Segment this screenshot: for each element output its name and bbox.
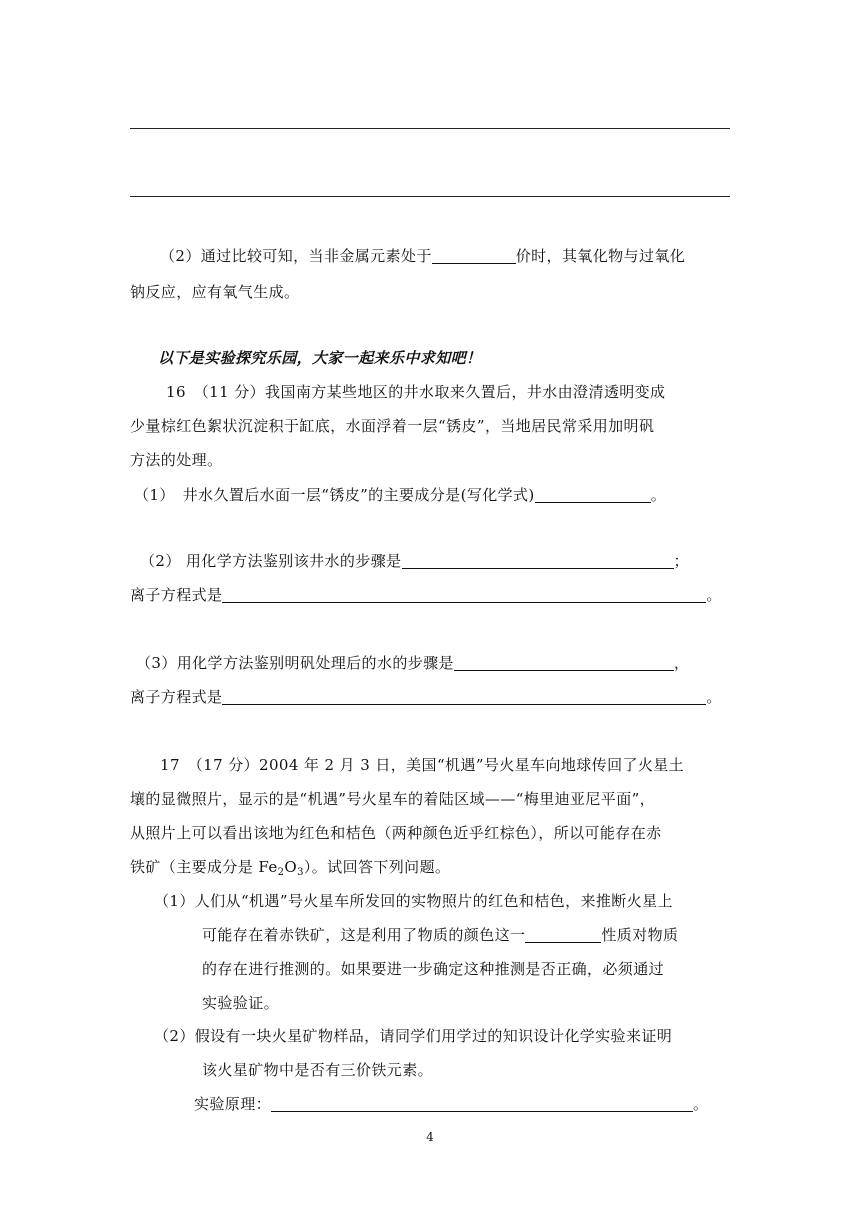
answer-blank[interactable]: [432, 247, 516, 264]
q17-line3: 从照片上可以看出该地为红色和桔色（两种颜色近乎红棕色），所以可能存在赤: [130, 824, 662, 842]
answer-blank[interactable]: [222, 586, 706, 603]
answer-blank[interactable]: [271, 1095, 693, 1112]
q17-sub1-line2: 可能存在着赤铁矿，这是利用了物质的颜色这一 性质对物质: [202, 926, 679, 944]
q17-sub1-line1: （1）人们从“机遇”号火星车所发回的实物照片的红色和桔色，来推断火星上: [154, 892, 673, 910]
page-number: 4: [426, 1130, 434, 1144]
answer-blank[interactable]: [525, 926, 601, 943]
q16-line2: 少量棕红色絮状沉淀积于缸底，水面浮着一层“锈皮”，当地居民常采用加明矾: [130, 417, 655, 435]
q17-sub1-line3: 的存在进行推测的。如果要进一步确定这种推测是否正确，必须通过: [202, 960, 665, 978]
section-header: 以下是实验探究乐园，大家一起来乐中求知吧！: [158, 349, 482, 367]
q17-sub2-line2: 该火星矿物中是否有三价铁元素。: [202, 1061, 434, 1079]
q16-line1: 16 （11 分）我国南方某些地区的井水取来久置后，井水由澄清透明变成: [166, 383, 666, 401]
q16-sub3: （3）用化学方法鉴别明矾处理后的水的步骤是 ，: [136, 654, 690, 672]
q16-line3: 方法的处理。: [130, 451, 223, 469]
q17-sub2-line1: （2）假设有一块火星矿物样品，请同学们用学过的知识设计化学实验来证明: [154, 1027, 673, 1045]
q17-line2: 壤的显微照片，显示的是“机遇”号火星车的着陆区域——“梅里迪亚尼平面”，: [130, 790, 656, 808]
q17-line4: 铁矿（主要成分是 $Fe_2O_3$）。试回答下列问题。: [130, 858, 451, 878]
q16-sub1: （1） 井水久置后水面一层“锈皮”的主要成分是(写化学式) 。: [134, 486, 667, 504]
answer-line: [130, 196, 730, 197]
answer-blank[interactable]: [222, 688, 706, 705]
q15-part2-line1: （2）通过比较可知，当非金属元素处于 价时，其氧化物与过氧化: [160, 247, 686, 265]
experiment-principle: 实验原理： 。: [194, 1095, 709, 1113]
q16-sub3-equation: 离子方程式是 。: [130, 688, 722, 706]
answer-blank[interactable]: [454, 654, 674, 671]
answer-line: [130, 128, 730, 129]
q15-part2-line2: 钠反应，应有氧气生成。: [130, 283, 300, 301]
q17-line1: 17 （17 分）2004 年 2 月 3 日，美国“机遇”号火星车向地球传回了火星土: [160, 756, 685, 774]
q17-sub1-line4: 实验验证。: [202, 994, 280, 1012]
answer-blank[interactable]: [402, 552, 674, 569]
answer-blank[interactable]: [535, 486, 651, 503]
q16-sub2-equation: 离子方程式是 。: [130, 586, 722, 604]
q16-sub2: （2） 用化学方法鉴别该井水的步骤是 ；: [140, 552, 689, 570]
